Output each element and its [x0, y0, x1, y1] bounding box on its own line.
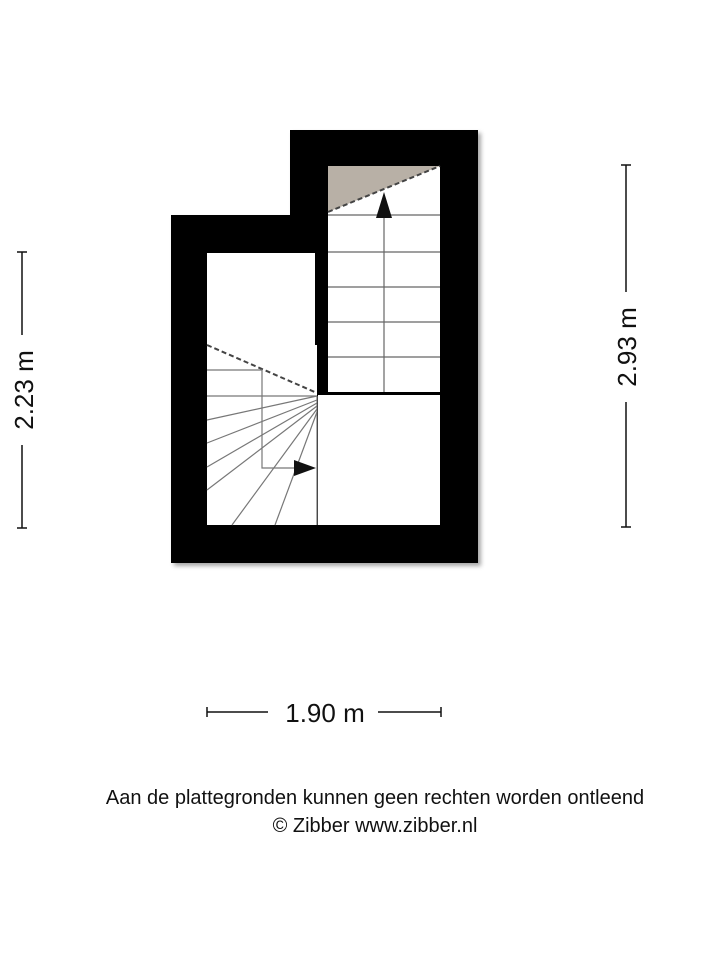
dimension-right-label: 2.93 m — [612, 307, 642, 387]
disclaimer-text: Aan de plattegronden kunnen geen rechten worden ontleend — [105, 787, 645, 809]
dimension-bottom-label: 1.90 m — [285, 698, 365, 728]
dimension-left — [9, 252, 39, 528]
dimension-left-label: 2.23 m — [9, 350, 39, 430]
landing-room — [318, 395, 440, 525]
copyright-text: © Zibber www.zibber.nl — [272, 815, 478, 837]
dimension-bottom — [207, 698, 441, 728]
dimension-right — [612, 165, 642, 527]
